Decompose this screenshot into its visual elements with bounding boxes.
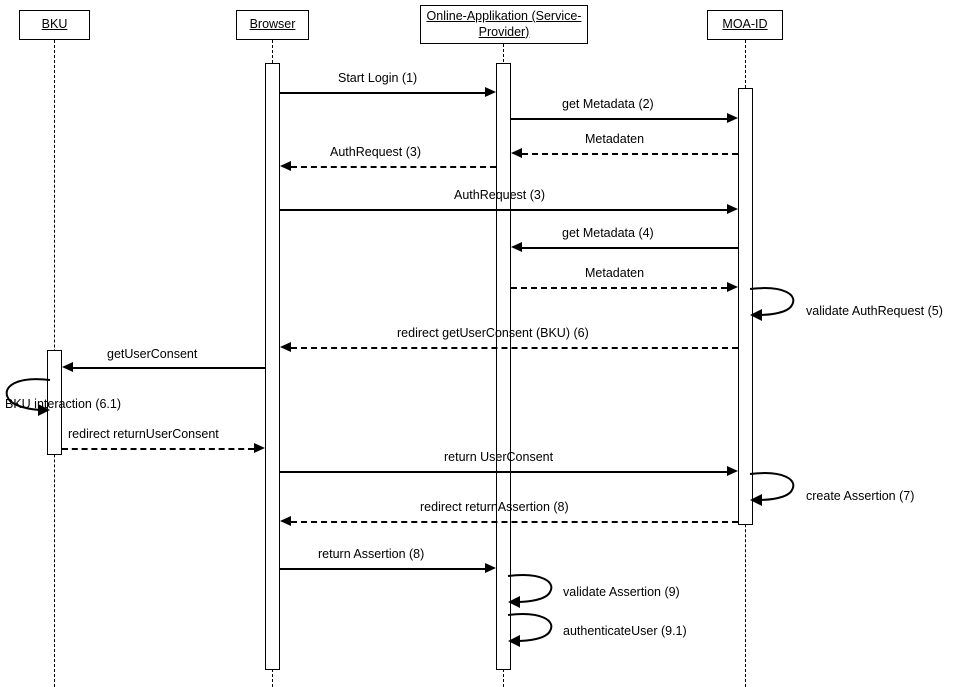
message-label-getuserconsent: getUserConsent	[107, 347, 198, 361]
self-message-label-validate-assertion: validate Assertion (9)	[563, 585, 680, 599]
lifeline-head-moaid[interactable]	[707, 10, 783, 40]
message-line-return-userconsent	[280, 471, 727, 473]
arrowhead-return-assertion	[485, 563, 496, 573]
message-label-metadaten-2: Metadaten	[585, 266, 645, 280]
message-label-redirect-getuserconsent: redirect getUserConsent (BKU) (6)	[397, 326, 589, 340]
message-label-redirect-returnuserconsent: redirect returnUserConsent	[68, 427, 219, 441]
message-label-authrequest-3b: AuthRequest (3)	[454, 188, 546, 202]
message-label-metadaten-1: Metadaten	[585, 132, 645, 146]
arrowhead-start-login	[485, 87, 496, 97]
message-label-start-login: Start Login (1)	[338, 71, 418, 85]
self-message-label-validate-authrequest: validate AuthRequest (5)	[806, 304, 943, 318]
arrowhead-redirect-getuserconsent	[280, 342, 291, 352]
lifeline-head-browser[interactable]	[236, 10, 309, 40]
arrowhead-getuserconsent	[62, 362, 73, 372]
self-message-authenticate-user	[506, 609, 566, 651]
self-message-label-authenticate-user: authenticateUser (9.1)	[563, 624, 687, 638]
message-line-return-assertion	[280, 568, 485, 570]
message-line-metadaten-1	[522, 153, 738, 155]
message-line-redirect-returnassertion	[291, 521, 738, 523]
message-label-get-metadata-2: get Metadata (2)	[562, 97, 654, 111]
lifeline-head-bku[interactable]	[19, 10, 90, 40]
message-label-authrequest-3a: AuthRequest (3)	[330, 145, 422, 159]
message-label-return-assertion: return Assertion (8)	[318, 547, 425, 561]
lifeline-head-sp[interactable]	[420, 5, 588, 44]
message-label-redirect-returnassertion: redirect returnAssertion (8)	[420, 500, 569, 514]
arrowhead-redirect-returnuserconsent	[254, 443, 265, 453]
self-message-label-bku-interaction: BKU interaction (6.1)	[5, 397, 122, 411]
lifeline-label-bku: BKU	[41, 17, 68, 32]
message-line-get-metadata-4	[522, 247, 738, 249]
lifeline-label-sp: Online-Applikation (Service-Provider)	[426, 8, 582, 39]
arrowhead-get-metadata-4	[511, 242, 522, 252]
message-line-authrequest-3b	[280, 209, 727, 211]
self-message-create-assertion	[748, 468, 808, 510]
message-line-authrequest-3a	[291, 166, 496, 168]
arrowhead-metadaten-1	[511, 148, 522, 158]
message-line-get-metadata-2	[511, 118, 727, 120]
activation-bar-browser	[265, 63, 280, 670]
arrowhead-authrequest-3a	[280, 161, 291, 171]
self-message-label-create-assertion: create Assertion (7)	[806, 489, 915, 503]
arrowhead-redirect-returnassertion	[280, 516, 291, 526]
lifeline-label-browser: Browser	[249, 17, 296, 32]
message-line-redirect-returnuserconsent	[62, 448, 254, 450]
message-label-get-metadata-4: get Metadata (4)	[562, 226, 654, 240]
message-line-start-login	[280, 92, 485, 94]
lifeline-label-moaid: MOA-ID	[722, 17, 768, 32]
arrowhead-authrequest-3b	[727, 204, 738, 214]
message-line-redirect-getuserconsent	[291, 347, 738, 349]
self-message-validate-assertion	[506, 570, 566, 612]
message-line-getuserconsent	[73, 367, 265, 369]
message-line-metadaten-2	[511, 287, 727, 289]
message-label-return-userconsent: return UserConsent	[444, 450, 554, 464]
arrowhead-metadaten-2	[727, 282, 738, 292]
self-message-validate-authrequest	[748, 283, 808, 325]
arrowhead-get-metadata-2	[727, 113, 738, 123]
arrowhead-return-userconsent	[727, 466, 738, 476]
